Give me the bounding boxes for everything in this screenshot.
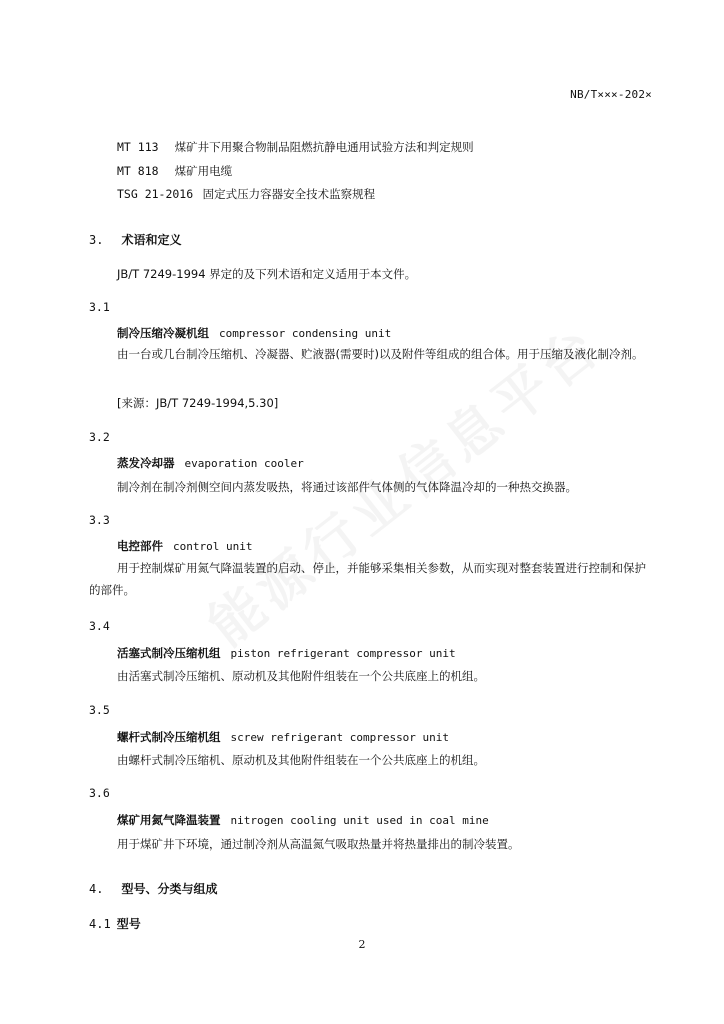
- reference-item: [117, 163, 232, 179]
- term-entry: [117, 455, 304, 471]
- reference-code: MT 818: [117, 164, 159, 178]
- subsection-title: 型号: [116, 917, 141, 931]
- reference-item: [117, 186, 375, 202]
- term-definition: 由活塞式制冷压缩机、原动机及其他附件组装在一个公共底座上的机组。: [117, 669, 485, 683]
- reference-title: 煤矿井下用聚合物制品阻燃抗静电通用试验方法和判定规则: [174, 140, 474, 154]
- term-english: compressor condensing unit: [219, 327, 392, 340]
- section-intro: JB/T 7249-1994 界定的及下列术语和定义适用于本文件。: [117, 267, 417, 281]
- reference-code: TSG 21-2016: [117, 187, 194, 201]
- term-entry: [117, 729, 449, 745]
- term-english: screw refrigerant compressor unit: [230, 731, 450, 744]
- term-chinese: 煤矿用氮气降温装置: [117, 813, 221, 827]
- term-english: piston refrigerant compressor unit: [230, 647, 456, 660]
- document-code: NB/T×××-202×: [570, 88, 652, 101]
- term-chinese: 活塞式制冷压缩机组: [117, 646, 221, 660]
- clause-number: 3.4: [89, 619, 110, 633]
- term-chinese: 蒸发冷却器: [117, 456, 175, 470]
- reference-title: 煤矿用电缆: [174, 164, 233, 178]
- term-chinese: 电控部件: [117, 539, 163, 553]
- term-definition: 制冷剂在制冷剂侧空间内蒸发吸热，将通过该部件气体侧的气体降温冷却的一种热交换器。: [117, 480, 577, 494]
- term-chinese: 制冷压缩冷凝机组: [117, 326, 209, 340]
- term-english: control unit: [173, 540, 253, 553]
- section-title: 术语和定义: [121, 233, 182, 247]
- reference-title: 固定式压力容器安全技术监察规程: [202, 187, 376, 201]
- clause-number: 3.2: [89, 430, 110, 444]
- clause-number: 3.6: [89, 786, 110, 800]
- reference-item: [117, 139, 474, 155]
- clause-number: 3.5: [89, 703, 110, 717]
- clause-number: 3.1: [89, 300, 110, 314]
- term-entry: [117, 325, 391, 341]
- term-source: [来源：JB/T 7249-1994,5.30]: [117, 396, 279, 410]
- section-heading: [89, 880, 217, 897]
- subsection-heading: [89, 915, 141, 932]
- term-definition: 由螺杆式制冷压缩机、原动机及其他附件组装在一个公共底座上的机组。: [117, 753, 485, 767]
- term-definition: 由一台或几台制冷压缩机、冷凝器、贮液器(需要时)以及附件等组成的组合体。用于压缩及液化制冷剂。: [117, 347, 644, 361]
- term-chinese: 螺杆式制冷压缩机组: [117, 730, 221, 744]
- clause-number: 3.3: [89, 513, 110, 527]
- section-number: 4.: [89, 882, 104, 896]
- term-english: evaporation cooler: [184, 457, 304, 470]
- section-number: 3.: [89, 233, 104, 247]
- section-title: 型号、分类与组成: [121, 882, 218, 896]
- section-heading: [89, 231, 181, 248]
- subsection-number: 4.1: [89, 917, 111, 931]
- reference-code: MT 113: [117, 140, 159, 154]
- term-definition: 用于煤矿井下环境，通过制冷剂从高温氮气吸取热量并将热量排出的制冷装置。: [117, 837, 520, 851]
- term-entry: [117, 538, 252, 554]
- term-english: nitrogen cooling unit used in coal mine: [230, 814, 489, 827]
- page-number: 2: [358, 938, 366, 951]
- term-entry: [117, 812, 489, 828]
- term-definition: 用于控制煤矿用氮气降温装置的启动、停止，并能够采集相关参数，从而实现对整套装置进行控制和保护的部件。: [89, 561, 646, 597]
- term-entry: [117, 645, 456, 661]
